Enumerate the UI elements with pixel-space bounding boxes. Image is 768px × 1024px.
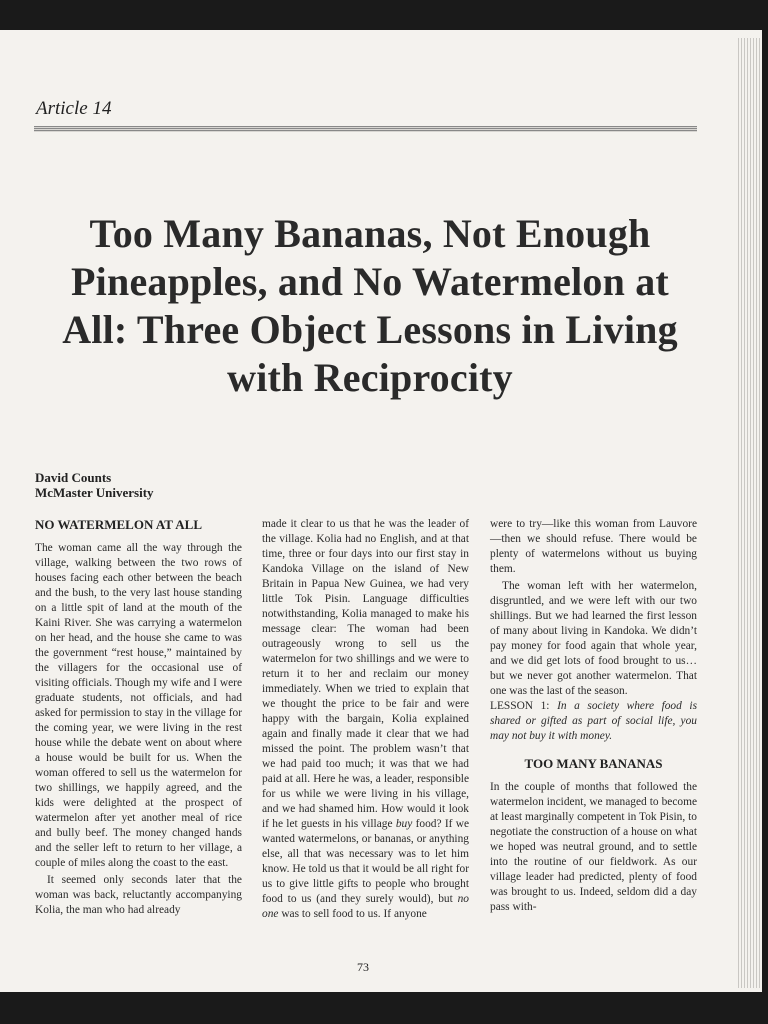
column-3	[490, 517, 697, 915]
paragraph: In the couple of months that followed the watermelon incident, we managed to become at least marginally competent in Tok Pisin, to negotiate the construction of a house on what we hoped was neutral ground, and to settle into the routine of our fieldwork. As our village leader had predicted, plenty of food was brought to us. Indeed, seldom did a day pass with-	[490, 781, 697, 913]
section-heading-too-many-bananas: TOO MANY BANANAS	[524, 756, 663, 771]
page-edge-stack	[738, 38, 762, 988]
document-page	[0, 30, 762, 992]
section-heading-no-watermelon: NO WATERMELON AT ALL	[35, 517, 202, 532]
lesson-label: LESSON 1:	[490, 700, 550, 712]
article-label: Article 14	[36, 98, 112, 119]
page-number: 73	[357, 960, 369, 974]
column-1	[35, 517, 242, 918]
paragraph: It seemed only seconds later that the woman was back, reluctantly accompanying Kolia, the man who had already	[35, 874, 242, 916]
author-name: David Counts	[35, 470, 112, 485]
lesson-callout	[490, 699, 697, 744]
paragraph: The woman left with her watermelon, disgruntled, and we were left with our two shillings. But we had learned the first lesson of many about living in Kandoka. We didn’t pay money for food again that whole year, and we did get lots of food brought to us… but we never got another watermelon. That one was the last of the season.	[490, 580, 697, 697]
article-title: Too Many Bananas, Not Enough Pineapples, and No Watermelon at All: Three Object Lessons in Living with Reciprocity	[62, 211, 678, 400]
paragraph: were to try—like this woman from Lauvore—then we should refuse. There would be plenty of watermelons without us buying them.	[490, 518, 697, 575]
lesson-text: In a society where food is shared or gifted as part of social life, you may not buy it with money.	[490, 700, 697, 742]
author-affiliation: McMaster University	[35, 485, 154, 500]
paragraph: made it clear to us that he was the leader of the village. Kolia had no English, and at that time, three or four days into our first stay in Kandoka Village on the island of New Britain in Papua New Guinea, we had very little Tok Pisin. Language difficulties notwithstanding, Kolia managed to make his message clear: The woman had been outrageously wrong to sell us the watermelon for two shillings and we were to return it to her and reclaim our money immediately. When we tried to explain that we thought the price to be fair and were happy with the bargain, Kolia explained again and finally made it clear that we had missed the point. The problem wasn’t that we had paid too much; it was that we had paid at all. Here he was, a leader, responsible for us while we were living in his village, and we had shamed him. How would it look if he let guests in his village buy food? If we wanted watermelons, or bananas, or anything else, all that was necessary was to let him know. He told us that it would be all right for us to give little gifts to people who brought food to us (and they surely would), but no one was to sell food to us. If anyone	[262, 518, 469, 920]
paragraph: The woman came all the way through the village, walking between the two rows of houses facing each other between the beach and the bush, to the very last house standing on a little spit of land at the mouth of the Kaini River. She was carrying a watermelon on her head, and the house she came to was the government “rest house,” maintained by the villagers for the occasional use of visiting officials. Though my wife and I were graduate students, not officials, and had asked for permission to stay in the village for the coming year, we were living in the rest house while the debate went on about where a house would be built for us. When the woman offered to sell us the watermelon for two shillings, we happily agreed, and the kids were delighted at the prospect of watermelon after yet another meal of rice and bully beef. The money changed hands and the seller left to return to her village, a couple of miles along the coast to the east.	[35, 542, 242, 869]
author-block	[35, 470, 154, 500]
column-2	[262, 517, 469, 922]
header-rule	[34, 126, 697, 132]
